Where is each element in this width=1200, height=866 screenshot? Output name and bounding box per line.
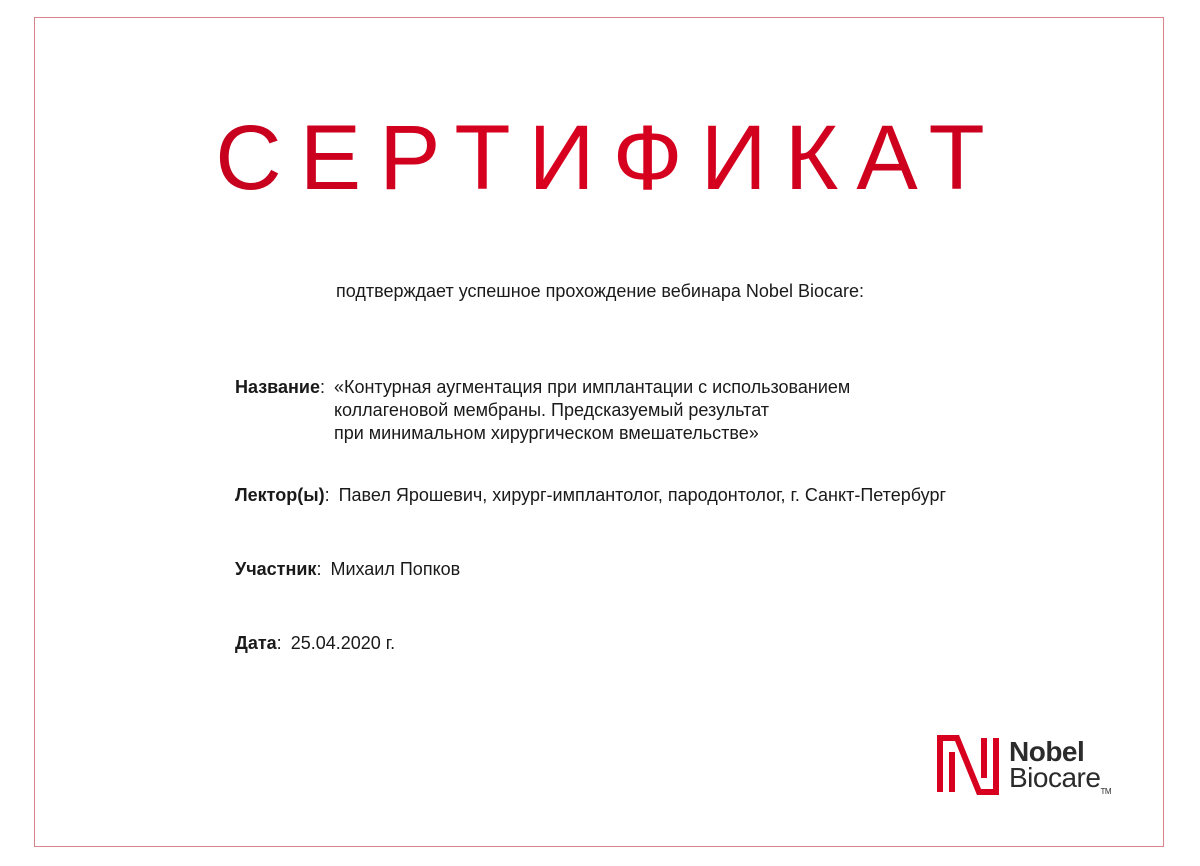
field-webinar-name: Название : «Контурная аугментация при имплантации с использованием коллагеновой мембраны. Предсказуемый результат при минимальном хирургическом вмешательстве»: [235, 377, 851, 443]
trademark-mark: TM: [1100, 787, 1111, 796]
field-value-lecturer: Павел Ярошевич, хирург-имплантолог, пародонтолог, г. Санкт-Петербург: [338, 485, 947, 505]
field-value-name: [334, 376, 850, 445]
logo-wordmark: [1009, 736, 1111, 796]
webinar-name-line: коллагеновой мембраны. Предсказуемый результат: [333, 400, 770, 420]
field-participant: Участник : Михаил Попков: [235, 559, 461, 579]
field-label-date: Дата: [235, 633, 277, 653]
certificate-title: СЕРТИФИКАТ: [0, 112, 1200, 204]
certificate-subtitle: подтверждает успешное прохождение вебинара Nobel Biocare:: [336, 281, 864, 301]
field-label-lecturer: Лектор(ы): [235, 485, 325, 505]
field-lecturer: Лектор(ы) : Павел Ярошевич, хирург-имплантолог, пародонтолог, г. Санкт-Петербург: [235, 485, 947, 505]
field-label-name: Название: [235, 377, 320, 397]
field-label-participant: Участник: [235, 559, 317, 579]
nobel-biocare-logo: [937, 735, 1111, 795]
logo-line-biocare: Biocare: [1009, 762, 1101, 793]
field-value-participant: Михаил Попков: [330, 559, 461, 579]
webinar-name-line: при минимальном хирургическом вмешательстве»: [333, 423, 759, 443]
field-date: Дата : 25.04.2020 г.: [235, 633, 396, 653]
nobel-n-icon: [937, 735, 999, 795]
logo-line-nobel: Nobel: [1009, 736, 1085, 767]
webinar-name-line: «Контурная аугментация при имплантации с использованием: [333, 377, 851, 397]
field-value-date: 25.04.2020 г.: [290, 633, 396, 653]
